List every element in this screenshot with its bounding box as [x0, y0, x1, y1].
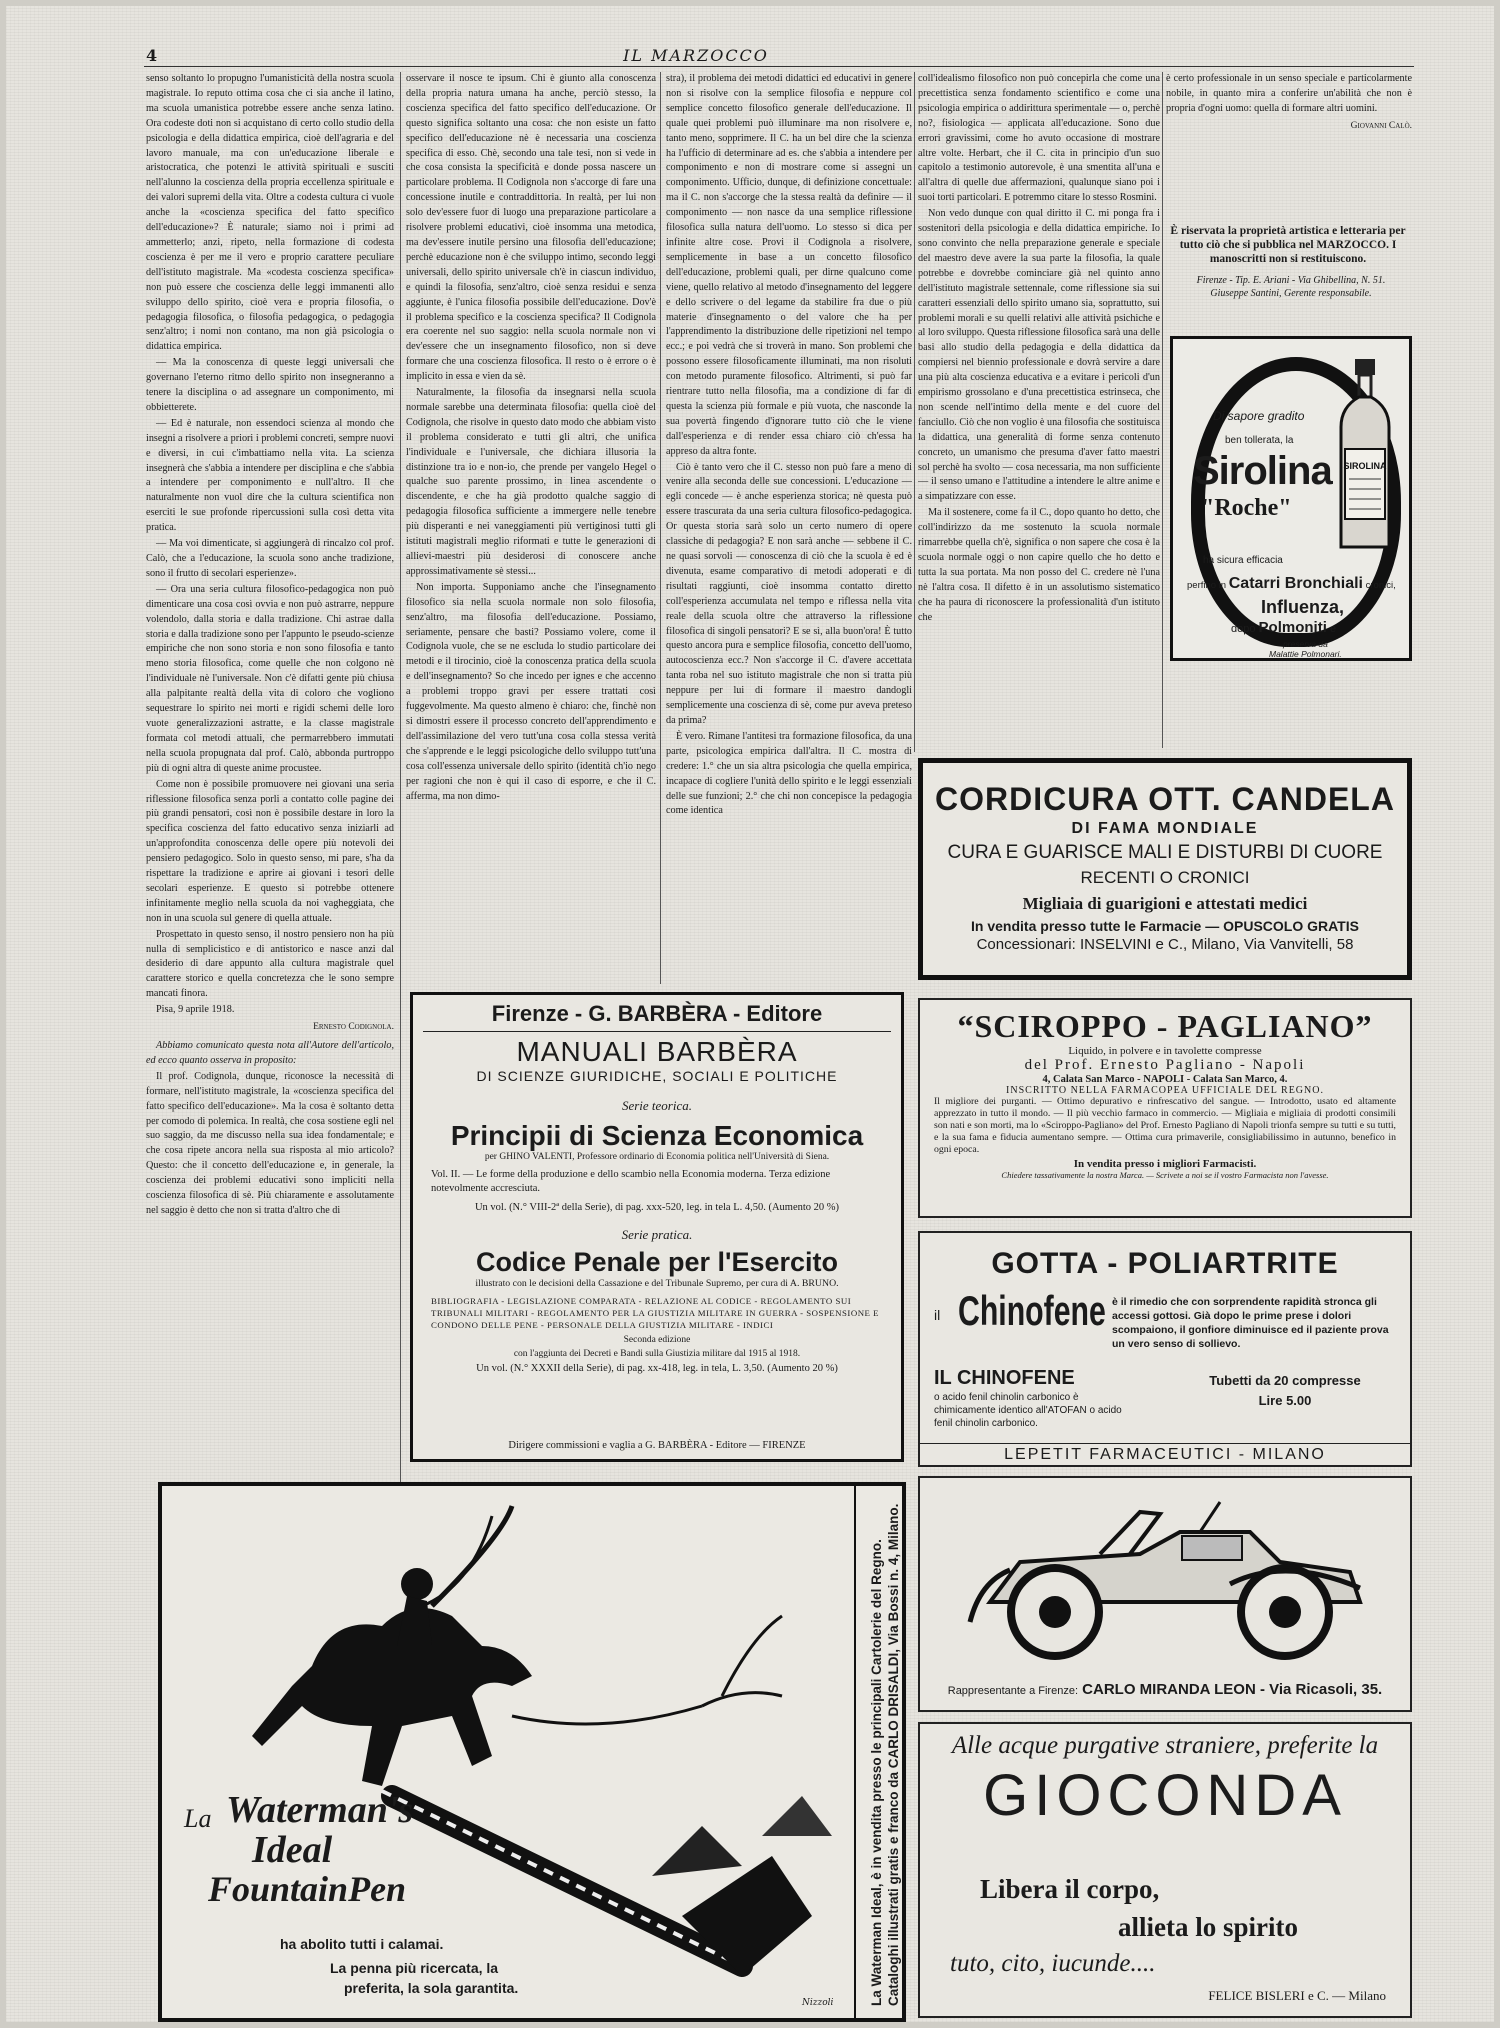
ad-text: Rappresentante a Firenze: [947, 1685, 1078, 1697]
paragraph: senso soltanto lo propugno l'umanisticità della nostra scuola magistrale. Io reputo ottima cosa che ci sia anche il latino, ma scuola umanistica potrebbe essere anche senza latino. Ora codeste doti non si acquistano di certo collo studio della psicologia e della didattica empirica, cioè dell'agraria e del lavoro manuale, ma con un'educazione liberale e aristocratica, che potenzi le attività spirituali e susciti nell'alunno la coscienza della propria eccellenza spirituale e dei valori supremi della vita. Oltre a codesta cultura ci vuole anche la «coscienza specifica del fatto specifico dell'educazione»? È naturale; siamo noi i primi ad ammetterlo; anzi, ripeto, nella formazione di codesta coscienza è per me il vero e proprio carattere peculiare dell'istituto magistrale. Ma «codesta coscienza specifica» non può essere che coscienza delle leggi immanenti allo sviluppo dello spirito, cioè vera e propria filosofia, o pedagogia filosofica, o filosofia pedagogica, o pedagogia senz'altro; i nomi non contano, ma non già psicologia o didattica empirica. [146, 73, 394, 353]
ad-text: Influenza, [1261, 597, 1345, 617]
ad-text: Catarri Bronchiali [1228, 575, 1363, 592]
ad-product-name: Chinofene [958, 1287, 1106, 1334]
ad-gioconda [918, 1722, 1412, 2018]
ad-text: e [1329, 623, 1337, 635]
paragraph: Il prof. Codignola, dunque, riconosce la necessità di formare, nell'istituto magistrale, la «coscienza specifica del fatto specifico dell'educazione». Ma la cosa è soltanto detta per comodo di polemica. In realtà, che cosa sostiene egli nel suo saggio, da me discusso nella sua idea fondamentale; e che cosa ripete ancora nella sua risposta al mio articolo? Questo: che il concetto dell'educazione e, in generale, la coscienza dei problemi educativi sono impliciti nella coscienza filosofica di sè. Più chiaramente e assolutamente nel saggio è detto che non si tratta d'altro che di [146, 1070, 394, 1216]
ad-sidebar-text [868, 1496, 902, 2006]
ad-text [1231, 619, 1336, 636]
ad-text [1180, 1371, 1390, 1411]
ad-title: MANUALI BARBÈRA [516, 1036, 798, 1067]
ad-body: Il migliore dei purganti. — Ottimo depurativo e rinfrescativo del sangue. — Introdotto, usato ed altamente apprezzato in tutto il mondo. — Il più vecchio farmaco in commercio. — Migliaia e migliaia di prodotti consimili son nati e son morti, ma lo «Sciroppo-Pagliano» del Prof. Ernesto Pagliano di Napoli trionfa sempre su tutti e su tutti, e la sua fama e fiducia aumentano sempre. — Ottima cura primaverile, consigliabilissimo in autunno, benefico in ogni epoca. [934, 1096, 1396, 1155]
ad-price: Un vol. (N.° VIII-2ª della Serie), di pag. xxx-520, leg. in tela L. 4,50. (Aumento 20 %) [474, 1202, 840, 1213]
paragraph: — Ed è naturale, non essendoci scienza al mondo che insegni a risolvere a priori i problemi concreti, sempre nuovi e diversi, in cui c'imbattiamo nella vita. La scienza insegnerà che s'abbia a intendere per disciplina e che s'abbia a intendere per componimento e null'altro. Il che naturalmente non vuol dire che la cultura scientifica non eserciti le sue profonde ripercussioni sulla così detta vita pratica. [146, 417, 394, 534]
ad-brand: "Roche" [1201, 495, 1292, 521]
ad-text: Malattie Polmonari. [1269, 649, 1342, 659]
automobile-icon [950, 1492, 1380, 1662]
article-column-3 [666, 72, 912, 984]
ad-text: Serie pratica. [621, 1227, 693, 1242]
column-rule [914, 72, 915, 752]
column-rule [400, 72, 401, 1482]
ad-product-name: GIOCONDA [983, 1763, 1347, 1828]
author-signature: Giovanni Calò. [1350, 120, 1412, 131]
ad-text: Chiedere tassativamente la nostra Marca. — Scrivete a noi se il vostro Farmacista non l'avesse. [1001, 1170, 1329, 1180]
ad-price: Un vol. (N.° XXXII della Serie), di pag. xx-418, leg. in tela, L. 3,50. (Aumento 20 %) [476, 1363, 838, 1374]
ad-text: allieta lo spirito [1118, 1912, 1298, 1942]
ad-text: preserva da [1282, 639, 1328, 649]
ad-text: con l'aggiunta dei Decreti e Bandi sulla Giustizia militare dal 1915 al 1918. [513, 1349, 801, 1359]
ad-text: del Prof. Ernesto Pagliano - Napoli [1024, 1057, 1306, 1073]
paragraph: Non vedo dunque con qual diritto il C. mi ponga fra i sostenitori della psicologia e della didattica empiriche. Io sono convinto che nella preparazione generale e speciale del maestro deve avere la sua parte la filosofia, la quale potrebbe e dovrebbe cominciare già nel quinto anno dell'istituto magistrale settennale, come riflessione sia sui caratteri essenziali dello spirito umano sia, soprattutto, sui problemi morali e su quelli relativi alle attività psichiche e al loro sviluppo. Questa riflessione filosofica sarà una delle basi allo studio della pedagogia e della didattica da compiersi nel biennio professionale e dovrà servire a dare una più alta coscienza educativa e a evitare i pericoli d'un empirismo grossolano e d'una precettistica estrinseca, che non scende nell'intimo della mente e del cuore del fanciullo. Ciò che non voglio è una filosofia che sostituisca la didattica, una generalità di forme senza contenuto concreto, un umanismo che presuma d'aver fatto maestri sol perchè ha svolto — cosa necessaria, ma non sufficiente — il senso umano e l'attitudine a intendere le altre anime e a simpatizzare con esse. [918, 208, 1160, 503]
ad-text: IL CHINOFENE [934, 1367, 1075, 1389]
article-column-2 [406, 72, 656, 984]
ad-text: ha abolito tutti i calamai. [280, 1936, 444, 1952]
ad-text: Seconda edizione [623, 1335, 691, 1345]
paragraph: osservare il nosce te ipsum. Chi è giunto alla conoscenza della propria natura umana ha anche, perciò stesso, la coscienza specifica del fatto specifico dell'educazione. Or questo significa soltanto una cosa: che non esiste un fatto specifico dell'educazione nè è necessaria una coscienza specifica di esso. Chè, secondo una tale tesi, non si vede in che cosa consista la specificità e donde possa nascere un particolare problema. Il Codignola non s'accorge di fare una concessione inutile e contraddittoria. In realtà, per lui non solo dev'essere fuor di luogo una preparazione particolare a risolvere problemi educativi, cioè insomma una metodica, ma dev'essere inutile persino una filosofia dell'educazione; perchè educazione non è che sviluppo intimo, secondo leggi universali, dello spirito universale ch'è in ciascun individuo, e quindi la filosofia, senz'altro, cioè senza residui e senza aggiunte, è l'unica filosofia possibile dell'educazione. Dov'è il problema specifico e la coscienza specifica? Il Codignola era coerente nel suo saggio: nella scuola normale non vi dev'essere che un insegnamento filosofico, non si deve formare che una coscienza filosofica. Il resto o è errore o è implicito in essa e vien da sè. [406, 73, 656, 383]
rights-notice: È riservata la proprietà artistica e letteraria per tutto ciò che si pubblica nel MARZOCCO. I manoscritti non si restituiscono. [1170, 225, 1406, 265]
ad-text: INSCRITTO NELLA FARMACOPEA UFFICIALE DEL REGNO. [1006, 1085, 1324, 1096]
ad-cordicura [918, 758, 1412, 980]
column-rule [660, 72, 661, 984]
paragraph: coll'idealismo filosofico non può concepirla che come una precettistica senza fondamento scientifico e come una psicologia empirica o addirittura sperimentale — o, perchè no?, fisiologica — applicata all'educazione. Sono due errori gravissimi, come ho avuto occasione di mostrare altre volte. Herbart, che il C. cita in principio d'un suo capitolo a testimonio autorevole, è una smentita all'una e all'altra di quelle due affermazioni, qualunque siano poi i suoi torti particolari. E potremmo citare lo stesso Rosmini. [918, 73, 1160, 204]
ad-text: tuto, cito, iucunde.... [950, 1950, 1156, 1977]
ad-publisher: Firenze - G. BARBÈRA - Editore [491, 1001, 823, 1026]
paragraph: — Ora una seria cultura filosofico-pedagogica non può dimenticare una cosa così ovvia e non può astrarre, neppure volendolo, dalla storia e dalla tradizione. Chi astrae dalla storia e dalla tradizione sono per l'appunto le pseudo-scienze empiriche che non sono storia e non sono filosofia e tanto meno storia filosofica, come quelle che non colgono nè l'individuale nè l'universale. Non c'è difatti gente più chiusa alla palpitante realtà della vita di coloro che vogliono sequestrare lo spirito nei morti e rigidi schemi delle loro vuote generalizzazioni astratte, e la classe magistrale formata col metodi attuali, che permarrebbero immutati nella scuola propugnata dal prof. Calò, abbonda purtroppo più di ogni altra di queste anime procustee. [146, 583, 394, 774]
ad-text: o acido fenil chinolin carbonico è chimicamente identico all'ATOFAN o acido fenil chinolin carbonico. [934, 1392, 1122, 1429]
ad-text: In vendita presso i migliori Farmacisti. [1073, 1158, 1257, 1170]
ad-text: BIBLIOGRAFIA - LEGISLAZIONE COMPARATA - RELAZIONE AL CODICE - REGOLAMENTO SUI TRIBUNALI MILITARI - REGOLAMENTO PER LA GIUSTIZIA MILITARE IN GUERRA - SOSPENSIONE E CONDONO DELLE PENE - PERSONALE DELLA GIUSTIZIA MILITARE - INDICI [431, 1296, 879, 1330]
ad-sirolina [1170, 336, 1412, 661]
ad-product-name: Sirolina [1193, 449, 1332, 493]
ad-text: ben tollerata, la [1225, 435, 1294, 446]
ad-text: cronici, [1365, 580, 1396, 591]
ad-brand: Waterman's [226, 1789, 414, 1831]
ad-text: DI SCIENZE GIURIDICHE, SOCIALI E POLITICHE [476, 1068, 838, 1084]
ad-title: CORDICURA OTT. CANDELA [935, 781, 1395, 817]
ad-text: Concessionari: INSELVINI e C., Milano, Via Vanvitelli, 58 [976, 936, 1354, 953]
ad-brand: FountainPen [208, 1869, 407, 1909]
divider [423, 1031, 891, 1032]
ad-text: La penna più ricercata, la [330, 1960, 499, 1976]
ad-text: Migliaia di guarigioni e attestati medici [1022, 894, 1308, 913]
ad-text [1269, 639, 1342, 659]
ad-text: Tubetti da 20 compresse [1209, 1373, 1361, 1388]
ad-text: Alle acque purgative straniere, preferite la [951, 1732, 1379, 1759]
ad-text: perfino in [1187, 580, 1227, 591]
svg-text:SIROLINA: SIROLINA [1343, 461, 1387, 471]
ad-text: illustrato con le decisioni della Cassazione e del Tribunale Supremo, per cura di A. BRUNO. [475, 1278, 839, 1289]
header-rule [144, 66, 1414, 67]
ad-title: “SCIROPPO - PAGLIANO” [957, 1008, 1373, 1044]
manager-line: Giuseppe Santini, Gerente responsabile. [1210, 288, 1372, 299]
ad-sciroppo-pagliano [918, 998, 1412, 1218]
paragraph: È vero. Rimane l'antitesi tra formazione filosofica, da una parte, psicologica empirica dall'altra. Il C. mostra di credere: 1.° che un sia altra psicologia che quella empirica, incapace di cogliere l'unità dello spirito e le leggi essenziali delle sue funzioni; 2.° che chi non concepisce la pedagogia come identica [666, 730, 912, 817]
ad-sidebar [854, 1486, 902, 2018]
paragraph: — Ma voi dimenticate, si aggiungerà di rincalzo col prof. Calò, che a l'educazione, la scuola sono anche tradizione, sono il frutto di secolari esperienze». [146, 538, 394, 579]
editor-note: Abbiamo comunicato questa nota all'Autore dell'articolo, ed ecco quanto osserva in proposito: [146, 1040, 394, 1066]
article-column-4 [918, 72, 1160, 748]
ad-book-title: Codice Penale per l'Esercito [475, 1247, 839, 1277]
printer-line: Firenze - Tip. E. Ariani - Via Ghibellina, N. 51. [1196, 275, 1386, 286]
place-date: Pisa, 9 aprile 1918. [156, 1004, 235, 1016]
column-rule [1162, 72, 1163, 748]
ad-chinofene [918, 1231, 1412, 1467]
paragraph: Non importa. Supponiamo anche che l'insegnamento filosofico sia nella scuola normale non solo filosofia, senz'altro, ma filosofia dell'educazione. Possiamo, seriamente, pensare che basti? Possiamo volere, come il Codignola vuole, che se ne escluda lo studio particolare dei metodi e il tirocinio, cioè la conoscenza pratica della scuola e dell'insegnamento? So che incedo per ignes e che accenno a problemi troppo gravi per essere trattati così fuggevolmente. Ma questo almeno è chiaro: che, finchè non si dimostri essere il processo concreto dell'apprendimento e dell'assimilazione del vero tutt'una cosa colla stessa verità che s'apprende e le leggi psicologiche dello sviluppo tutt'una cosa coll'essenza universale dello spirito (identità ch'io nego per ragioni che non è qui il caso di esporre, e che il C. afferma, ma non dimo- [406, 581, 656, 802]
ad-text: Polmoniti [1258, 619, 1327, 636]
ad-text: RECENTI O CRONICI [1080, 868, 1250, 887]
ad-book-title: Principii di Scienza Economica [450, 1120, 864, 1151]
ad-text: Serie teorica. [621, 1098, 693, 1113]
ad-text: Di sapore gradito [1213, 409, 1305, 423]
ad-text [920, 1681, 1410, 1698]
author-signature: Ernesto Codignola. [313, 1022, 394, 1033]
paragraph: è certo professionale in un senso speciale e particolarmente nobile, in quanto mira a conferire un'abilità che non è propria d'ogni uomo: quella di formare altri uomini. [1166, 73, 1412, 114]
newspaper-page [6, 6, 1494, 2022]
paragraph: Come non è possibile promuovere nei giovani una seria riflessione filosofica senza porli a contatto colle pagine dei più grandi pensatori, così non è possibile destare in loro la specifica coscienza del fatto educativo senza iniziarli ad un'approfondita conoscenza delle opere più notevoli dei pensiero pedagogico. Solo in questo senso, mi pare, s'ha da rispettare la tradizione e aprire ai giovani i tesori delle secolari esperienze. E questo si potrebbe ottenere infinitamente meglio nella scuola da noi vagheggiata, che non in una scuola sul genere di quella attuale. [146, 778, 394, 924]
ad-text: ha sicura efficacia [1203, 555, 1283, 566]
article-column-1 [146, 72, 394, 1482]
ad-text: Dirigere commissioni e vaglia a G. BARBÈRA - Editore — FIRENZE [508, 1440, 806, 1451]
ad-price: Lire 5.00 [1258, 1393, 1312, 1408]
page-title: IL MARZOCCO [623, 46, 769, 65]
artist-signature: Nizzoli [802, 1998, 834, 2008]
paragraph: Prospettato in questo senso, il nostro pensiero non ha più nulla di semplicistico e di antistorico e nasce anzi dal desiderio di dare appunto alla cultura magistrale quel carattere storico e quella concretezza che le sono sempre mancati finora. [146, 928, 394, 1000]
ad-text: Vol. II. — Le forme della produzione e dello scambio nella Economia moderna. Terza edizione notevolmente accresciuta. [431, 1169, 831, 1194]
printer-info [1166, 274, 1416, 300]
paragraph: — Ma la conoscenza di queste leggi universali che governano l'eterno ritmo dello spirito non insegneranno a tenere la disciplina o ad assegnare un componimento, mi obbietterete. [146, 357, 394, 413]
ad-waterman [158, 1482, 906, 2022]
ad-automobile [918, 1476, 1412, 1712]
page-number: 4 [146, 46, 158, 65]
ad-text: Liquido, in polvere e in tavolette compresse [1068, 1045, 1262, 1057]
ad-text: CARLO MIRANDA LEON - Via Ricasoli, 35. [1082, 1681, 1383, 1698]
article-column-5 [1166, 72, 1412, 222]
ad-text: è il rimedio che con sorprendente rapidità stronca gli accessi gottosi. Già dopo le prime prese i dolori scompaiono, il gonfiore diminuisce ed il paziente prova un vero senso di sollievo. [1112, 1296, 1389, 1350]
paragraph: stra), il problema dei metodi didattici ed educativi in genere non si risolve con la semplice filosofia e neppure col semplice concetto filosofico generale dell'educazione. Il quale quei problemi può illuminare ma non risolvere e, tanto meno, sopprimere. Il C. ha un bel dire che la scienza ha l'ufficio di determinare ad es. che s'abbia a intendere per componimento e non di mostrare come si assegni un componimento. Ufficio, dunque, di definizione concettuale: ma il C. non s'accorge che la stessa realtà da definire — il componimento — non nasce da una semplice riflessione filosofica sulla natura dell'uomo. Lo stesso si dica per infinite altre cose. Provi il Codignola a risolvere, semplicemente in base a un concetto filosofico dell'educazione, problemi quali, per dirne qualcuno come viene, quello relativo al metodo d'insegnamento del leggere e dello scrivere o del legame da stabilire fra due o più materie d'insegnamento o del valore che ha per l'apprendimento la distribuzione delle ripetizioni nel tempo ecc.; e poi vedrà che si troverà in mano. Son problemi che possono essere filosoficamente illuminati, ma non risoluti con metodo puramente filosofico. Altrimenti, si può far rientrare tutto nella filosofia, ma a condizione di far di questa la scienza più formale e più vuota, che nasconde la sua povertà fingendo d'ignorare tutto ciò che le viene dall'esperienza e di render essa chiaro ciò ch'essa ha appreso da altra fonte. [666, 73, 912, 457]
ad-text: Cataloghi illustrati gratis e franco da CARLO DRISALDI, Via Bossi n. 4, Milano. [886, 1503, 901, 2006]
ad-text: per GHINO VALENTI, Professore ordinario di Economia politica nell'Università di Siena. [484, 1152, 830, 1162]
ad-text: dopo [1231, 623, 1256, 635]
bottle-icon [1333, 357, 1397, 557]
paragraph: Ma il sostenere, come fa il C., dopo quanto ho detto, che coll'indirizzo da me sostenuto la scuola normale rimarrebbe quella ch'è, significa o non sapere che cosa è la scuola normale oggi o non capire quello che ho detto e tutta la sua portata. Ma non posso del C. credere nè l'una nè l'altra cosa. Il difetto è in un assolutismo sistematico che ha paura di riconoscere la professionalità d'un istituto che [918, 507, 1160, 623]
ad-text: La [184, 1804, 212, 1833]
ad-text: il [934, 1307, 941, 1323]
ad-text: La Waterman Ideal, è in vendita presso le principali Cartolerie del Regno. [869, 1539, 884, 2006]
ad-text: 4, Calata San Marco - NAPOLI - Calata San Marco, 4. [1042, 1074, 1288, 1085]
ad-text: In vendita presso tutte le Farmacie — OPUSCOLO GRATIS [971, 918, 1359, 934]
ad-text: preferita, la sola garantita. [344, 1980, 519, 1996]
ad-text: DI FAMA MONDIALE [1071, 820, 1259, 837]
ad-barbera-publisher [410, 992, 904, 1462]
ad-brand: Ideal [252, 1829, 333, 1871]
ad-title: GOTTA - POLIARTRITE [991, 1247, 1339, 1280]
paragraph: Ciò è tanto vero che il C. stesso non può fare a meno di venire alla seconda delle sue concessioni. L'educazione — egli concede — è anche esperienza storica; nè questa può essere trascurata da una seria cultura filosofico-pedagogica. Or questa storia sarà solo un certo numero di opere classiche di pedagogia? E non sarà anche — sebbene il C. ne quasi sorvoli — conoscenza di ciò che la scuola è ed è divenuta, esame comparativo di metodi adoperati e di risultati raggiunti, cioè insomma contatto diretto coll'esperienza accumulata nel tempo e riflessa nella vita reale della scuola oltre che attraverso la riflessione filosofica di singoli pensatori? E se sì, alla buon'ora! È tutto questo ancora pura e semplice filosofia, concetto dell'uomo, autocoscienza ecc.? Non s'accorge il C. d'avere accettata tanta roba nel suo istituto magistrale che non si tratta più neppure per lui di formare il maestro dandogli semplicemente una coscienza di sè, come pur aveva preteso da prima? [666, 461, 912, 726]
paragraph: Naturalmente, la filosofia da insegnarsi nella scuola normale sarebbe una determinata filosofia: quella cioè del Codignola, che risolve in questo dato modo che abbiam visto il problema considerato e tutti gli altri, che unifica l'individuale e l'universale, che dichiara illusoria la distinzione tra io e non-io, che prende per vangelo Hegel o qualche suo parente prossimo, in linea ascendente o discendente, e che ha già prodotto qualche saggio di pedagogia filosofica sufficiente a immergere nelle tenebre più disperanti e nei vaneggiamenti più vertiginosi tutti gli istituti magistrali meglio riformati e tutte le generazioni di allievi-maestri più desiderosi di conoscere anche approssimativamente sè stessi... [406, 387, 656, 577]
ad-text: CURA E GUARISCE MALI E DISTURBI DI CUORE [947, 842, 1383, 863]
ad-text: Libera il corpo, [980, 1874, 1160, 1904]
ad-text [1187, 575, 1396, 593]
ad-maker: LEPETIT FARMACEUTICI - MILANO [920, 1443, 1410, 1464]
ad-maker: FELICE BISLERI e C. — Milano [1208, 1988, 1386, 2003]
